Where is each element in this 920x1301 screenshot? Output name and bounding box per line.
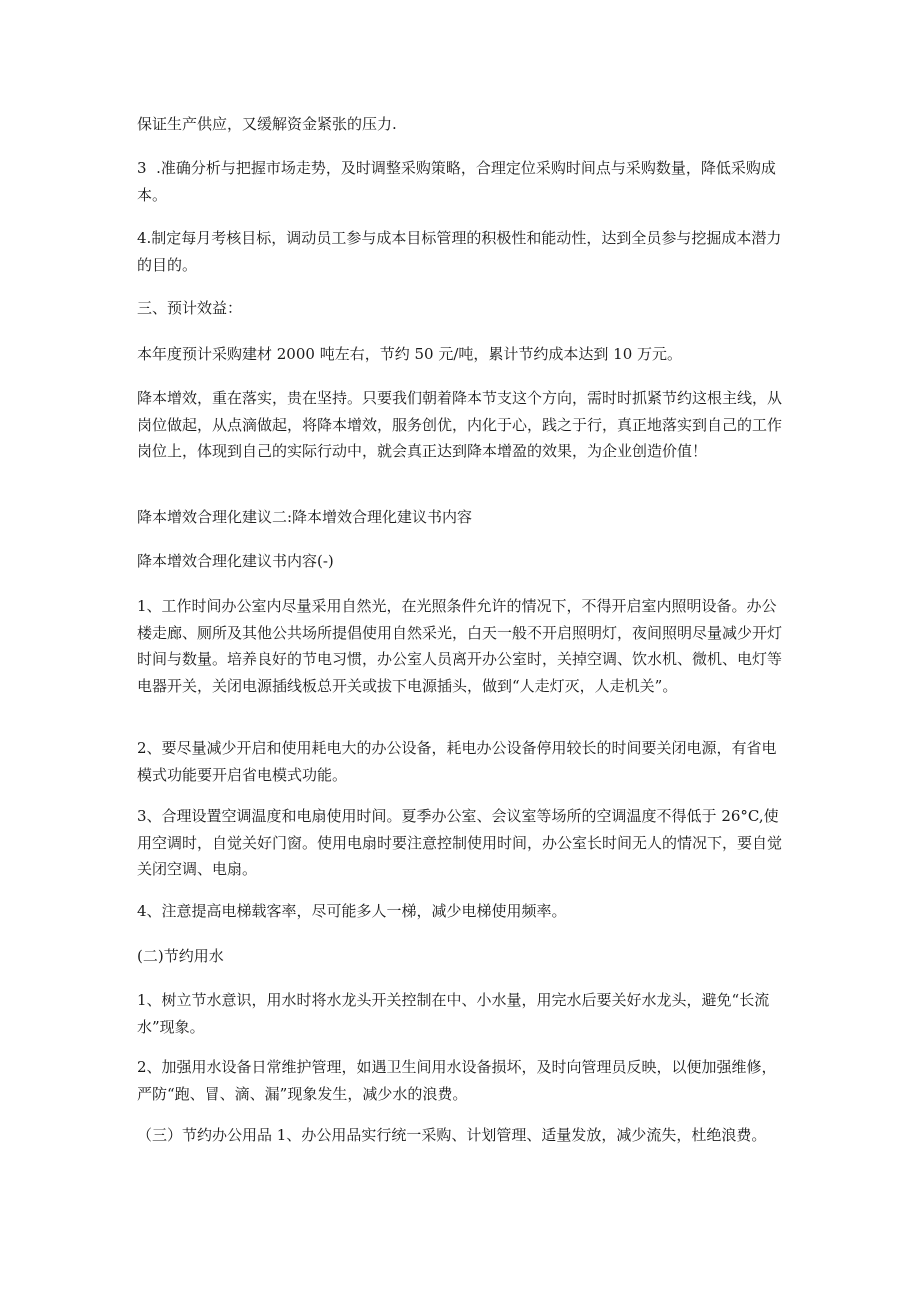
paragraph-office-supplies: （三）节约办公用品 1、办公用品实行统一采购、计划管理、适量发放，减少流失，杜绝浪费。 bbox=[137, 1126, 767, 1144]
heading-expected-benefits: 三、预计效益： bbox=[137, 299, 243, 317]
paragraph-market-analysis: 3 .准确分析与把握市场走势，及时调整采购策略，合理定位采购时间点与采购数量，降低采购成本。 bbox=[137, 159, 776, 204]
paragraph-monthly-targets: 4.制定每月考核目标，调动员工参与成本目标管理的积极性和能动性，达到全员参与挖掘成本潜力的目的。 bbox=[137, 229, 782, 274]
heading-save-water: (二)节约用水 bbox=[137, 947, 224, 965]
paragraph-annual-savings: 本年度预计采购建材 2000 吨左右，节约 50 元/吨，累计节约成本达到 10 万元。 bbox=[137, 345, 683, 363]
heading-suggestion-content-one: 降本增效合理化建议书内容(-) bbox=[137, 552, 334, 570]
paragraph-air-conditioning: 3、合理设置空调温度和电扇使用时间。夏季办公室、会议室等场所的空调温度不得低于 26°C,使用空调时，自觉关好门窗。使用电扇时要注意控制使用时间，办公室长时间无人的情况下，要自觉关闭空调、电扇。 bbox=[137, 807, 783, 878]
paragraph-office-equipment: 2、要尽量减少开启和使用耗电大的办公设备，耗电办公设备停用较长的时间要关闭电源，有省电模式功能要开启省电模式功能。 bbox=[137, 739, 777, 784]
paragraph-lighting: 1、工作时间办公室内尽量采用自然光，在光照条件允许的情况下，不得开启室内照明设备。办公楼走廊、厕所及其他公共场所提倡使用自然采光，白天一般不开启照明灯，夜间照明尽量减少开灯时间与数量。培养良好的节电习惯，办公室人员离开办公室时，关掉空调、饮水机、微机、电灯等电器开关，关闭电源插线板总开关或拔下电源插头，做到“人走灯灭，人走机关”。 bbox=[137, 597, 783, 695]
paragraph-water-maintenance: 2、加强用水设备日常维护管理，如遇卫生间用水设备损坏，及时向管理员反映，以便加强维修，严防“跑、冒、滴、漏”现象发生，减少水的浪费。 bbox=[137, 1058, 777, 1103]
heading-suggestion-two: 降本增效合理化建议二:降本增效合理化建议书内容 bbox=[137, 508, 473, 526]
paragraph-water-awareness: 1、树立节水意识，用水时将水龙头开关控制在中、小水量，用完水后要关好水龙头，避免“长流水”现象。 bbox=[137, 991, 770, 1036]
paragraph-elevator: 4、注意提高电梯载客率，尽可能多人一梯，减少电梯使用频率。 bbox=[137, 902, 567, 920]
paragraph-cost-reduction-summary: 降本增效，重在落实，贵在坚持。只要我们朝着降本节支这个方向，需时时抓紧节约这根主线，从岗位做起，从点滴做起，将降本增效，服务创优，内化于心，践之于行，真正地落实到自己的工作岗位上，体现到自己的实际行动中，就会真正达到降本增盈的效果，为企业创造价值！ bbox=[137, 389, 783, 460]
paragraph-supply-pressure: 保证生产供应，又缓解资金紧张的压力. bbox=[137, 115, 397, 133]
